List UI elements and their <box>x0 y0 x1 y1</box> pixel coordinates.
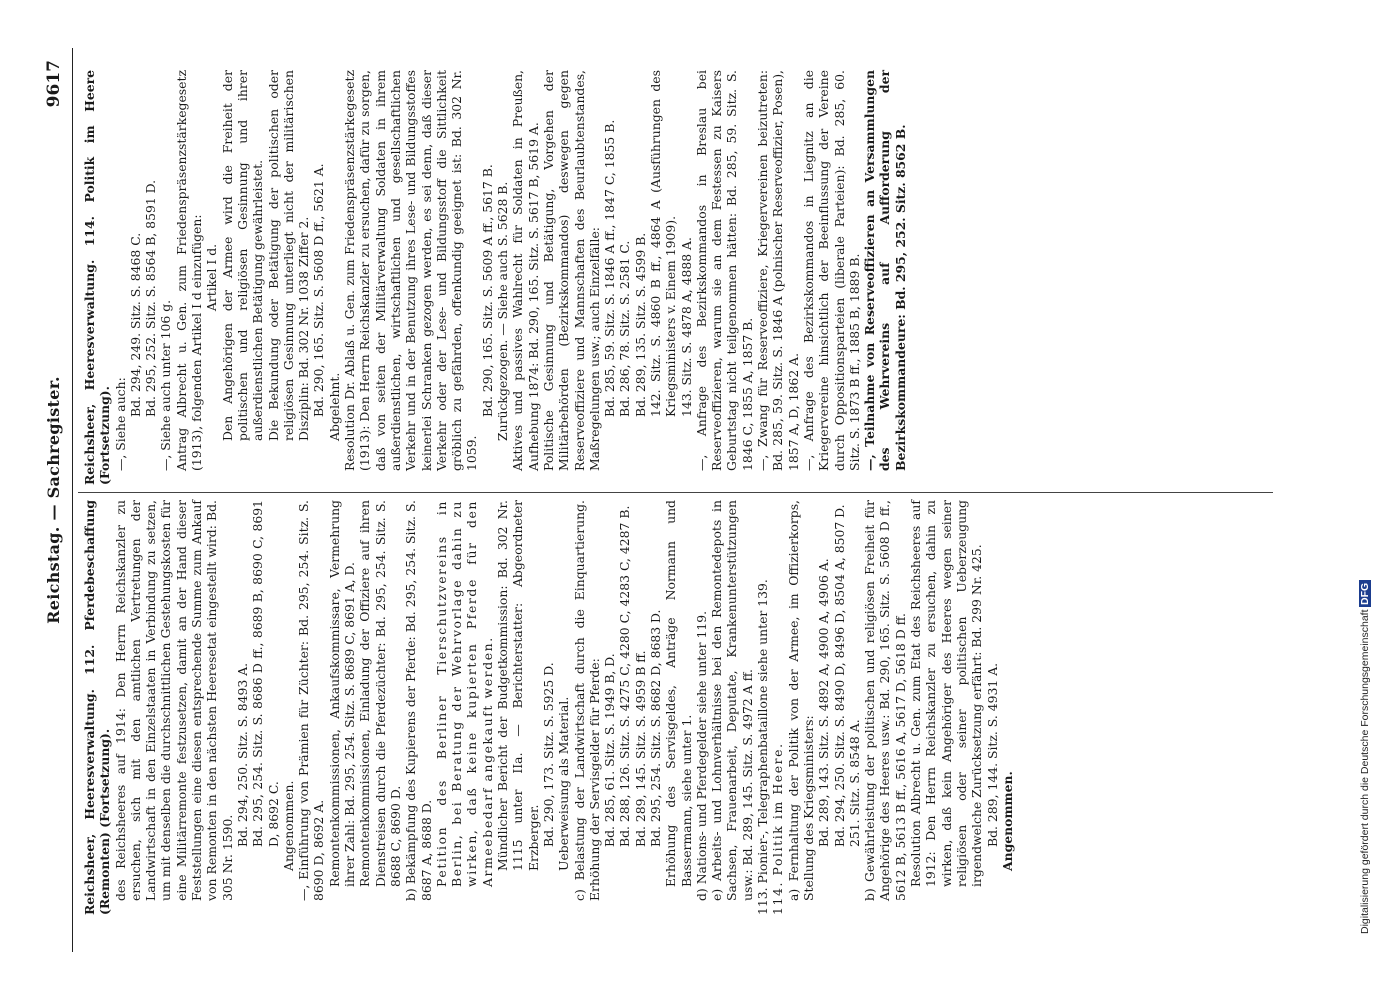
article-heading: Artikel I d. <box>204 243 220 312</box>
digitization-credit <box>1359 4 1379 934</box>
credit-text: Digitalisierung gefördert durch die Deutsche Forschungsgemeinschaft <box>1359 609 1371 934</box>
entry-text: Antrag Albrecht u. Gen. zum Friedenspräsenzstärkegesetz (1913), folgenden Artikel I d einzufügen: <box>173 70 205 471</box>
reference: 142. Sitz. S. 4860 B ff., 4864 A (Ausführungen des Kriegsministers v. Einem 1909). <box>647 70 679 417</box>
running-title: Reichstag. — Sachregister. <box>44 376 63 624</box>
article-text: Den Angehörigen der Armee wird die Freiheit der politischen und religiösen Gesinnung und ihrer außerdienstlichen Betätigung gewährleistet. <box>219 70 266 441</box>
reference: Bd. 290, 173. Sitz. S. 5925 D. <box>540 662 556 847</box>
entry-status: Zurückgezogen. — Siehe auch S. 5628 B. <box>495 181 511 441</box>
section-heading: Reichsheer, Heeresverwaltung. 112. Pferdebeschaffung (Remonten) (Fortsetzung). <box>82 500 113 915</box>
entry-text: c) Belastung der Landwirtschaft durch die Einquartierung. Erhöhung der Servisgelder für Pferde: <box>571 500 602 901</box>
entry-text: d) Nations- und Pferdegelder siehe unter 119. <box>693 610 709 901</box>
entry-text: Remontenkommissionen, Ankaufskommissare, Vermehrung ihrer Zahl: Bd. 295, 254. Sitz. S. 8689 C, 8691 A, D. <box>326 500 358 887</box>
reference: Bd. 289, 135. Sitz. S. 4599 B. <box>632 232 648 417</box>
entry-text: des Reichsheeres auf 1914: Den Herrn Reichskanzler zu ersuchen, sich mit den amtlichen Vertretungen der Landwirtschaft in den Einzelstaaten in Verbindung zu setzen, um mit denselben die durchschnittlichen Gestehungskosten für eine Militärremonte festzusetzen, damit an der Hand dieser Feststellungen eine diesen entsprechende Summe zum Ankauf von Remonten in den nächsten Heeresetat eingestellt wird: Bd. 305 Nr. 1590. <box>112 500 235 901</box>
entry-text: b) Gewährleistung der politischen und religiösen Freiheit für Angehörige des Heeres usw.: Bd. 290, 165. Sitz. S. 5608 D ff., 5612 B, 5613 B ff., 5616 A, 5617 D, 5618 D ff. <box>862 500 908 901</box>
entry-text: e) Arbeits- und Lohnverhältnisse bei den Remontedepots in Sachsen, Frauenarbeit, Deputate, Krankenunterstützungen usw.: Bd. 289, 145. Sitz. S. 4972 A ff. <box>709 500 755 901</box>
entry-text: —, Siehe auch: <box>112 377 128 471</box>
entry-status: Angenommen. <box>999 771 1015 871</box>
entry-text: Mündlicher Bericht der Budgetkommission: Bd. 302 Nr. 1115 unter IIa. — Berichterstatter: Abgeordneter Erzberger. <box>495 500 541 871</box>
reference: 143. Sitz. S. 4878 A, 4888 A. <box>678 237 694 417</box>
reference: Bd. 288, 126. Sitz. S. 4275 C, 4280 C, 4283 C, 4287 B. <box>617 505 633 847</box>
reference: Bd. 289, 144. Sitz. S. 4931 A. <box>984 662 1000 847</box>
reference: Bd. 289, 145. Sitz. S. 4959 B ff. <box>632 650 648 847</box>
reference: Bd. 289, 143. Sitz. S. 4892 A, 4900 A, 4906 A. <box>816 558 832 847</box>
page-header <box>44 40 74 960</box>
entry-text: b) Bekämpfung des Kupierens der Pferde: Bd. 295, 254. Sitz. S. 8687 A, 8688 D. <box>403 500 434 901</box>
entry-text: Remontenkommissionen, Einladung der Offiziere auf ihren Dienstreisen durch die Pferdezüchter: Bd. 295, 254. Sitz. S. 8688 C, 8690 D. <box>357 500 403 887</box>
entry-status: Abgelehnt. <box>326 372 342 441</box>
page-number: 9617 <box>44 60 64 108</box>
reference: Bd. 295, 252. Sitz. S. 8564 B, 8591 D. <box>143 179 159 417</box>
left-column <box>82 500 1015 915</box>
entry-text: a) Fernhaltung der Politik von der Armee, im Offizierkorps, Stellung des Kriegsministers: <box>785 500 816 901</box>
entry-text: —, Zwang für Reserveoffiziere, Kriegervereinen beizutreten: Bd. 285, 59. Sitz. S. 1846 A (polnischer Reserveoffizier, Posen), 1857 A, D, 1862 A. <box>755 70 801 471</box>
reference: Bd. 290, 165. Sitz. S. 5609 A ff., 5617 B. <box>479 164 495 417</box>
reference: Bd. 285, 59. Sitz. S. 1846 A ff., 1847 C, 1855 B. <box>602 119 618 417</box>
entry-text: —, Anfrage des Bezirkskommandos in Breslau bei Reserveoffizieren, warum sie an dem Festessen zu Kaisers Geburtstag nicht teilgenommen hätten: Bd. 285, 59. Sitz. S. 1846 C, 1855 A, 1857 B. <box>693 70 755 471</box>
reference: Bd. 294, 249. Sitz. S. 8468 C. <box>127 232 143 417</box>
entry-text: —, Teilnahme von Reserveoffizieren an Versammlungen des Wehrvereins auf Aufforderung der Bezirkskommandeure: Bd. 295, 252. Sitz. 8562 B. <box>862 70 908 471</box>
entry-text: Resolution Albrecht u. Gen. zum Etat des Reichsheeres auf 1912: Den Herrn Reichskanzler zu ersuchen, dahin zu wirken, daß kein Angehöriger des Heeres wegen seiner religiösen oder seiner politischen Ueberzeugung irgendwelche Zurücksetzung erfährt: Bd. 299 Nr. 425. <box>908 500 985 887</box>
reference: Bd. 286, 78. Sitz. S. 2581 C. <box>617 240 633 417</box>
entry-text: 114. Politik im Heere. <box>770 742 786 915</box>
entry-text: —, Einführung von Prämien für Züchter: Bd. 295, 254. Sitz. S. 8690 D, 8692 A. <box>296 500 327 901</box>
reference: 251. Sitz. S. 8548 A. <box>846 719 862 847</box>
column-divider <box>78 492 1273 493</box>
dfg-logo: DFG <box>1359 582 1371 605</box>
header-rule <box>72 48 73 952</box>
entry-text: Resolution Dr. Ablaß u. Gen. zum Friedenspräsenzstärkegesetz (1913): Den Herrn Reichskanzler zu ersuchen, dafür zu sorgen, daß von seiten der Militärverwaltung Soldaten in ihrem außerdienstlichen, wirtschaftlichen und gesellschaftlichen Verkehr und in der Benutzung ihres Lese- und Bildungsstoffes keinerlei Schranken gezogen werden, es sei denn, daß dieser Verkehr oder der Lese- und Bildungsstoff die Sittlichkeit gröblich zu gefährden, offenkundig geeignet ist: Bd. 302 Nr. 1059. <box>342 70 480 471</box>
reference: Bd. 295, 254. Sitz. S. 8686 D ff., 8689 B, 8690 C, 8691 D, 8692 C. <box>250 500 281 847</box>
article-text: Die Bekundung oder Betätigung der politischen oder religiösen Gesinnung unterliegt nicht der militärischen Disziplin: Bd. 302 Nr. 1038 Ziffer 2. <box>265 70 312 441</box>
reference: Bd. 295, 254. Sitz. S. 8682 D, 8683 D. <box>647 609 663 847</box>
entry-status: Angenommen. <box>280 780 296 871</box>
entry-text: Politische Gesinnung und Betätigung, Vorgehen der Militärbehörden (Bezirkskommandos) deswegen gegen Reserveoffiziere und Mannschaften des Beurlaubtenstandes, Maßregelungen usw.; auch Einzelfälle: <box>540 70 602 471</box>
entry-text: Aktives und passives Wahlrecht für Soldaten in Preußen, Aufhebung 1874: Bd. 290, 165. Sitz. S. 5617 B, 5619 A. <box>510 70 541 471</box>
section-heading: Reichsheer, Heeresverwaltung. 114. Politik im Heere (Fortsetzung). <box>82 70 113 485</box>
entry-text: Erhöhung des Servisgeldes, Anträge Normann und Bassermann, siehe unter 1. <box>663 500 694 887</box>
entry-text: —, Anfrage des Bezirkskommandos in Liegnitz an die Kriegervereine hinsichtlich der Beeinflussung der Vereine durch Oppositionsparteien (liberale Parteien): Bd. 285, 60. Sitz. S. 1873 B ff., 1885 B, 1889 B. <box>800 70 862 471</box>
reference: Bd. 290, 165. Sitz. S. 5608 D ff., 5621 A. <box>311 163 327 417</box>
entry-text: —, Siehe auch unter 106 g. <box>158 299 174 471</box>
right-column <box>82 70 908 485</box>
reference: Bd. 285, 61. Sitz. S. 1949 B, D. <box>602 653 618 847</box>
entry-text: 113. Pionier-, Telegraphenbataillone siehe unter 139. <box>755 579 771 915</box>
entry-text: Petition des Berliner Tierschutzvereins in Berlin, bei Beratung der Wehrvorlage dahin zu wirken, daß keine kupierten Pferde für den Armeebedarf angekauft werden. <box>433 500 495 887</box>
entry-status: Ueberweisung als Material. <box>556 696 572 871</box>
reference: Bd. 294, 250. Sitz. S. 8493 A. <box>234 662 250 847</box>
reference: Bd. 294, 250. Sitz. S. 8490 D, 8496 D, 8504 A, 8507 D. <box>831 504 847 847</box>
